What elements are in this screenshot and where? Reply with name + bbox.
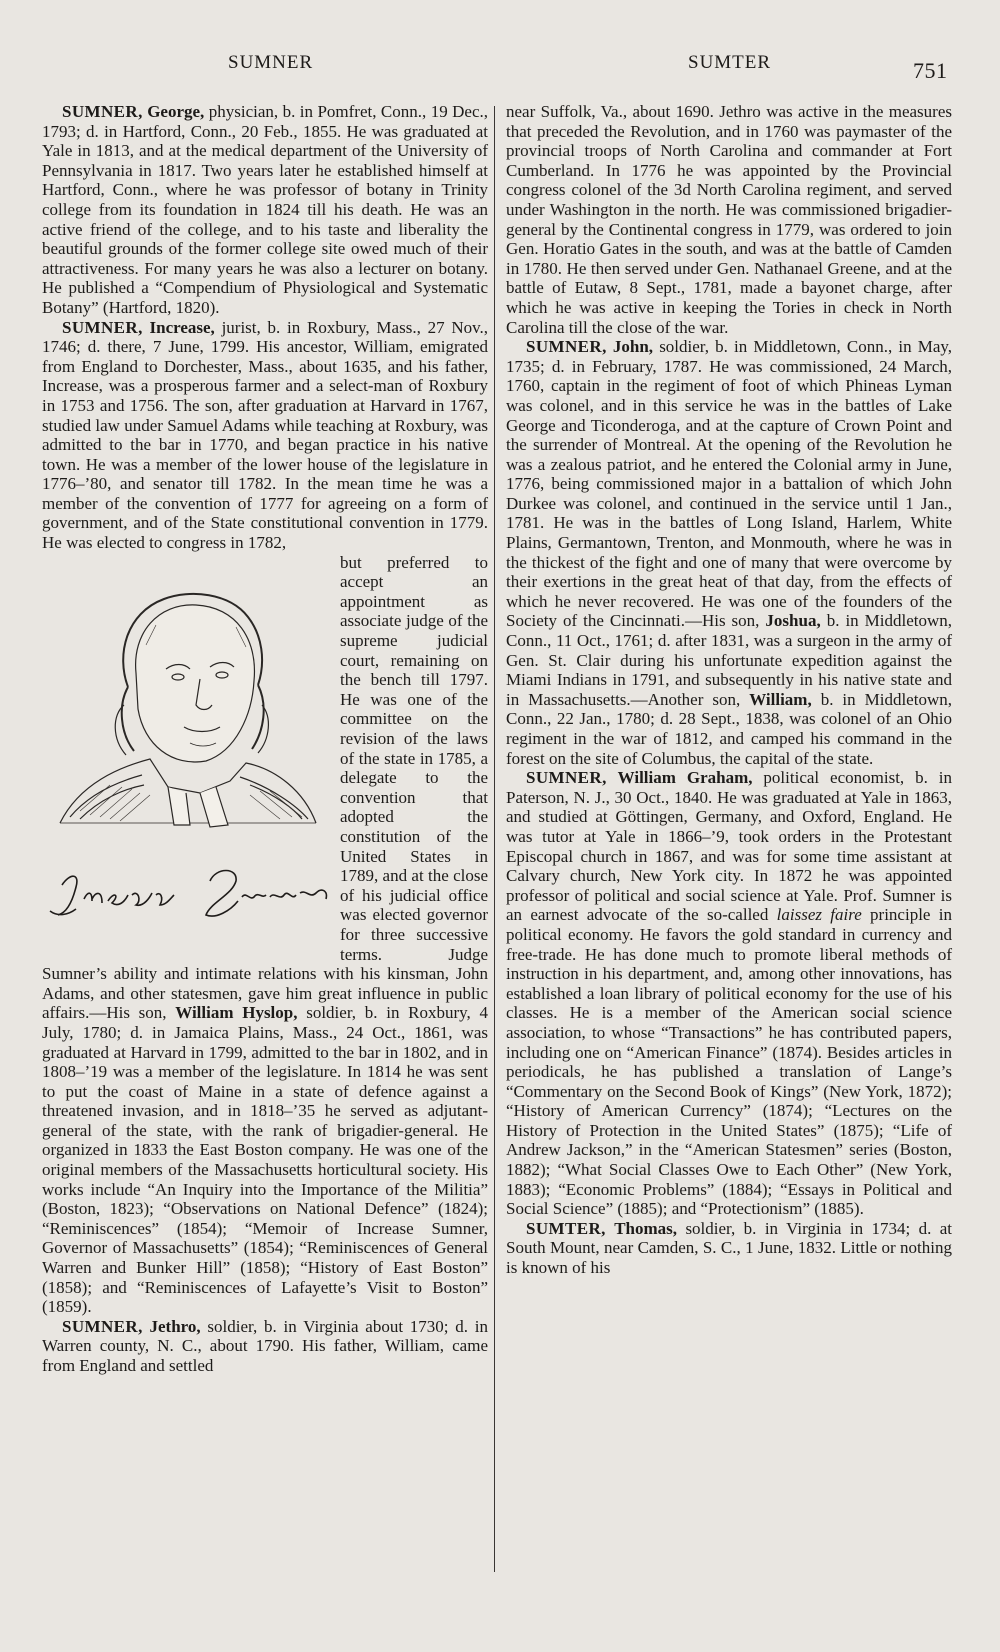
entry-given-name: John,	[612, 337, 654, 357]
entry-given-name: William Graham,	[617, 768, 753, 788]
entry-surname: SUMNER,	[526, 768, 607, 788]
portrait-engraving	[40, 555, 330, 951]
entry-text: soldier, b. in Virginia about 1730; d. in Warren county, N. C., about 1790. His father, William, came from England and settled	[42, 1316, 489, 1375]
entry-surname: SUMNER,	[62, 102, 143, 121]
entry-john-sumner	[506, 337, 952, 768]
page-number: 751	[913, 58, 948, 83]
portrait-figure	[40, 555, 330, 951]
entry-text: soldier, b. in Virginia in 1734; d. at South Mount, near Camden, S. C., 1 June, 1832. Little or nothing is known of his	[506, 1218, 953, 1278]
entry-text: principle in political economy. He favors the gold standard in currency and free-trade. He has done much to promote liberal methods of instruction in his department, and, among other innovations, has established a loan library of political economy for the use of his classes. He is a member of the American social science association, to whose “Transactions” he has contributed papers, including one on “American Finance” (1874). Besides articles in periodicals, he has published a translation of Lange’s “Commentary on the Second Book of Kings” (New York, 1872); “History of American Currency” (1874); “Lectures on the History of Protection in the United States” (1875); “Life of Andrew Jackson,” in the “American Statesmen” series (Boston, 1882); “What Social Classes Owe to Each Other” (New York, 1883); “Economic Problems” (1884); “Essays in Political and Social Science” (1885); and “Protectionism” (1885).	[506, 905, 952, 1219]
right-column	[506, 102, 952, 1278]
entry-william-graham-sumner	[506, 768, 952, 1219]
entry-text: jurist, b. in Roxbury, Mass., 27 Nov., 1746; d. there, 7 June, 1799. His ancestor, William, emigrated from England to Dorchester, Mass., about 1635, and his father, Increase, was a prosperous farmer and a select-man of Roxbury in 1753 and 1756. The son, after graduation at Harvard in 1767, studied law under Samuel Adams while teaching at Roxbury, was admitted to the bar in 1770, and began practice in his native town. He was a member of the lower house of the legislature in 1776–’80, and senator till 1782. In the mean time he was a member of the convention of 1777 for agreeing on a form of government, and of the State constitutional convention in 1779. He was elected to congress in 1782,	[42, 317, 489, 553]
entry-jethro-continued: near Suffolk, Va., about 1690. Jethro was active in the measures that preceded the Revolution, and in 1760 was paymaster of the provincial troops of North Carolina and commander at Fort Cumberland. In 1776 he was appointed by the Provincial congress colonel of the 3d North Carolina regiment, and served under Washington in the north. He was commissioned brigadier-general by the Continental congress in 1779, was ordered to join Gen. Horatio Gates in the south, and was at the battle of Camden in 1780. He then served under Gen. Nathanael Greene, and at the battle of Eutaw, 8 Sept., 1781, made a bayonet charge, after which he was active in keeping the Tories in check in North Carolina till the close of the war.	[506, 102, 952, 337]
entry-surname: SUMTER,	[526, 1218, 606, 1238]
son-name: Joshua,	[765, 611, 821, 631]
entry-given-name: Jethro,	[149, 1316, 201, 1336]
entry-text: b. in Middletown, Conn., 22 Jan., 1780; d. 28 Sept., 1838, was colonel of an Ohio regiment in the war of 1812, and camped his command in the forest on the site of Columbus, the capital of the state.	[506, 689, 952, 768]
entry-text: but preferred to accept an appointment as associate judge of the supreme judicial court, remaining on the bench till 1797. He was one of the committee on the revision of the laws of the state in 1785, a delegate to the convention that adopted the constitution of the United States in 1789, and at the close of his judicial office was elected governor for three successive terms. Judge Sumner’s ability and intimate relations with his kinsman, John Adams, and other statesmen, gave him great influence in public affairs.—His son,	[42, 552, 488, 1023]
italic-phrase: laissez faire	[776, 905, 862, 925]
entry-given-name: Increase,	[149, 317, 215, 337]
entry-jethro-sumner	[42, 1317, 488, 1376]
entry-george-sumner	[42, 102, 488, 318]
entry-text: physician, b. in Pomfret, Conn., 19 Dec., 1793; d. in Hartford, Conn., 20 Feb., 1855. He was graduated at Yale in 1813, and at the medical department of the University of Pennsylvania in 1817. Two years later he established himself at Hartford, Conn., where he was professor of botany in Trinity college from its foundation in 1824 till his death. He was an active friend of the college, and to his taste and liberality the beautiful grounds of the former college site owed much of their attractiveness. For many years he was also a lecturer on botany. He published a “Compendium of Physiological and Systematic Botany” (Hartford, 1820).	[42, 102, 489, 317]
running-head-right: SUMTER	[688, 52, 772, 73]
entry-text: soldier, b. in Roxbury, 4 July, 1780; d. in Jamaica Plains, Mass., 24 Oct., 1861, was graduated at Harvard in 1799, admitted to the bar in 1802, and in 1808–’19 was a member of the legislature. In 1814 he was sent to put the coast of Maine in a state of defence against a threatened invasion, and in 1818–’35 he served as adjutant-general of the state, with the rank of brigadier-general. He organized in 1833 the East Boston company. He was one of the original members of the Massachusetts horticultural society. His works include “An Inquiry into the Importance of the Militia” (Boston, 1823); “Observations on National Defence” (1824); “Reminiscences” (1854); “Memoir of Increase Sumner, Governor of Massachusetts” (1854); “Reminiscences of General Warren and Bunker Hill” (1858); “History of East Boston” (1858); and “Reminiscences of Lafayette’s Visit to Boston” (1859).	[42, 1003, 489, 1317]
column-divider	[494, 106, 495, 1572]
entry-surname: SUMNER,	[62, 1316, 143, 1336]
entry-text: political economist, b. in Paterson, N. J., 30 Oct., 1840. He was graduated at Yale in 1863, and studied at Göttingen, Germany, and Oxford, England. He was tutor at Yale in 1866–’9, took orders in the Protestant Episcopal church in 1867, and was for some time assistant at Calvary church, New York city. In 1872 he was appointed professor of political and social science at Yale. Prof. Sumner is an earnest advocate of the so-called	[506, 768, 953, 925]
entry-text: b. in Middletown, Conn., 11 Oct., 1761; d. after 1831, was a surgeon in the army of Gen. St. Clair during his unfortunate expedition against the Miami Indians in 1791, and subsequently in his native state and in Massachusetts.—Another son,	[506, 611, 953, 709]
entry-surname: SUMNER,	[526, 337, 607, 357]
left-column	[42, 102, 488, 1376]
entry-given-name: Thomas,	[614, 1218, 678, 1238]
entry-thomas-sumter	[506, 1219, 952, 1278]
son-name: William,	[749, 689, 812, 709]
entry-surname: SUMNER,	[62, 317, 143, 337]
entry-increase-sumner	[42, 318, 488, 1317]
son-name: William Hyslop,	[175, 1003, 298, 1023]
entry-given-name: George,	[147, 102, 205, 121]
entry-text: soldier, b. in Middletown, Conn., in May, 1735; d. in February, 1787. He was commissioned, 24 March, 1760, captain in the regiment of foot of which Phineas Lyman was colonel, and in this service he was in the battles of Lake George and Ticonderoga, and at the capture of Crown Point and the surrender of Montreal. At the opening of the Revolution he was a zealous patriot, and he entered the Colonial army in June, 1776, being commissioned major in a battalion of which John Durkee was colonel, and continued in the service until 1 Jan., 1781. He was in the battles of Long Island, Harlem, White Plains, Germantown, Trenton, and Monmouth, where he was in the thickest of the fight and one of many that were overcome by their exertions in the great heat of that day, from the effects of which he never recovered. He was one of the founders of the Society of the Cincinnati.—His son,	[506, 337, 953, 631]
running-head-left: SUMNER	[228, 52, 314, 73]
